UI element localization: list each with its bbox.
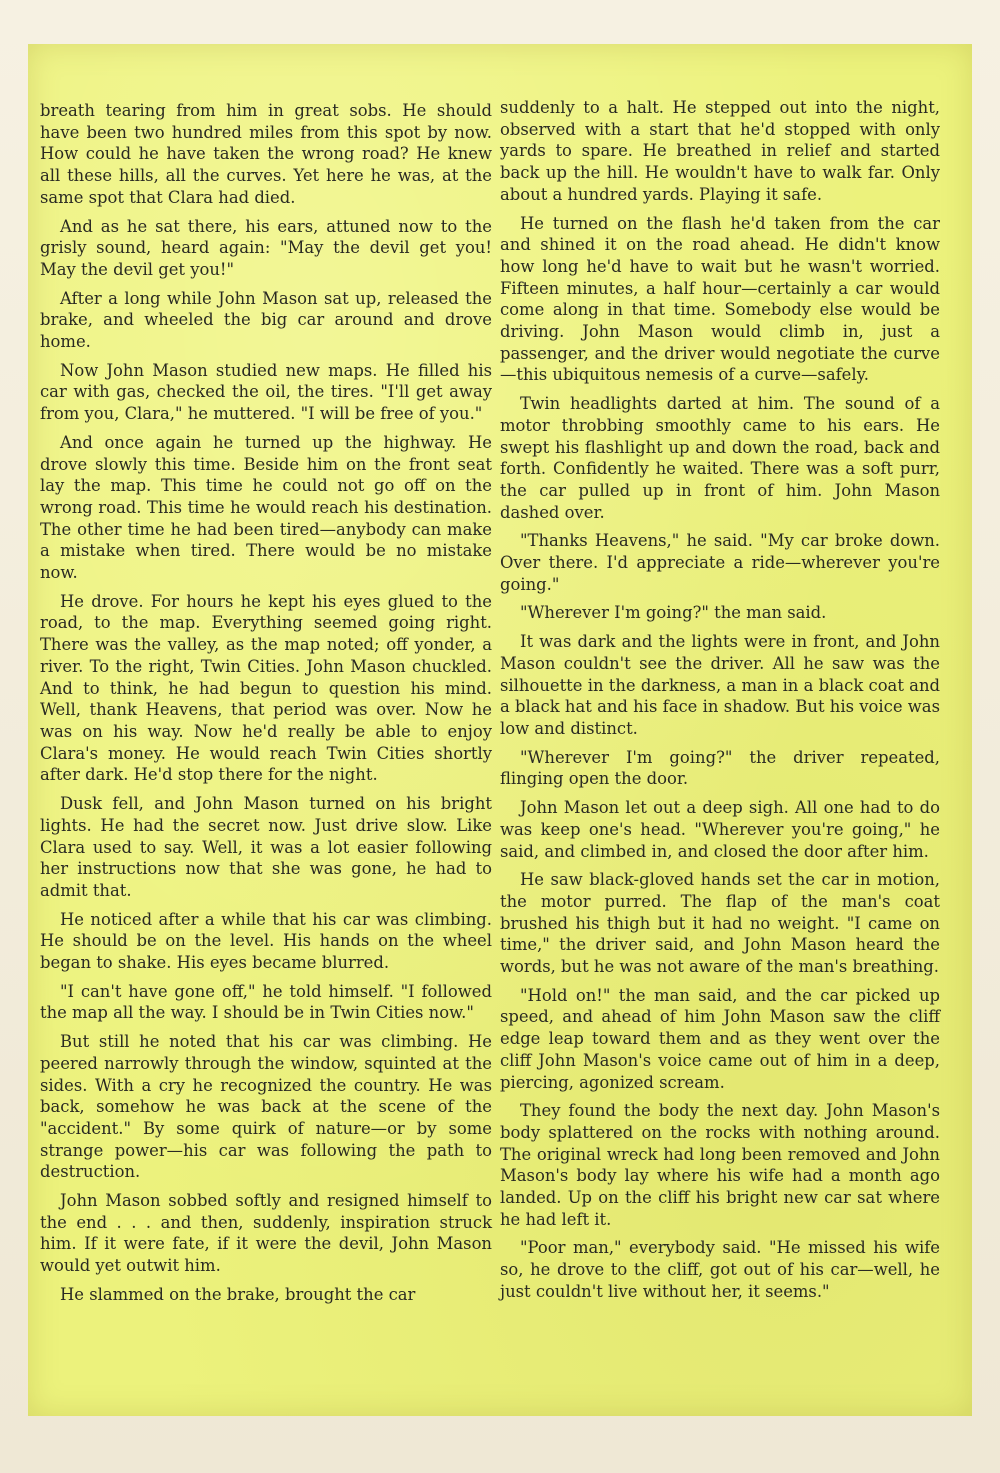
paragraph: He drove. For hours he kept his eyes glued to the road, to the map. Everything seemed going right. There was the valley, as the map noted; off yonder, a river. To the right, Twin Cities. John Mason chuckled. And to think, he had begun to question his mind. Well, thank Heavens, that period was over. Now he was on his way. Now he'd really be able to enjoy Clara's money. He would reach Twin Cities shortly after dark. He'd stop there for the night. [40, 591, 492, 785]
paragraph: Twin headlights darted at him. The sound of a motor throbbing smoothly came to his ears. He swept his flashlight up and down the road, back and forth. Confidently he waited. There was a soft purr, the car pulled up in front of him. John Mason dashed over. [500, 394, 940, 522]
paragraph: John Mason sobbed softly and resigned himself to the end . . . and then, suddenly, inspiration struck him. If it were fate, if it were the devil, John Mason would yet outwit him. [40, 1191, 492, 1276]
paragraph: "Poor man," everybody said. "He missed his wife so, he drove to the cliff, got out of his car—well, he just couldn't live without her, it seems." [500, 1238, 940, 1301]
paragraph: After a long while John Mason sat up, released the brake, and wheeled the big car around and drove home. [40, 288, 492, 352]
paragraph: But still he noted that his car was climbing. He peered narrowly through the window, squinted at the sides. With a cry he recognized the country. He was back, somehow he was back at the scene of the "accident." By some quirk of nature—or by some strange power—his car was following the path to destruction. [40, 1032, 492, 1182]
paragraph: He turned on the flash he'd taken from the car and shined it on the road ahead. He didn't know how long he'd have to wait but he wasn't worried. Fifteen minutes, a half hour—certainly a car would come along in that time. Somebody else would be driving. John Mason would climb in, just a passenger, and the driver would negotiate the curve—this ubiquitous nemesis of a curve—safely. [500, 213, 940, 385]
left-text-column [40, 100, 492, 1313]
paragraph: And once again he turned up the highway. He drove slowly this time. Beside him on the front seat lay the map. This time he could not go off on the wrong road. This time he would reach his destination. The other time he had been tired—anybody can make a mistake when tired. There would be no mistake now. [40, 432, 492, 583]
paragraph: He noticed after a while that his car was climbing. He should be on the level. His hands on the wheel began to shake. His eyes became blurred. [40, 909, 492, 973]
right-text-column [500, 97, 940, 1310]
paragraph: "Wherever I'm going?" the man said. [520, 603, 827, 623]
paragraph: breath tearing from him in great sobs. He should have been two hundred miles from this spot by now. How could he have taken the wrong road? He knew all these hills, all the curves. Yet here he was, at the same spot that Clara had died. [40, 101, 492, 207]
paragraph: And as he sat there, his ears, attuned now to the grisly sound, heard again: "May the devil get you! May the devil get you!" [40, 216, 492, 279]
paragraph: He slammed on the brake, brought the car [60, 1284, 416, 1304]
paragraph: "Wherever I'm going?" the driver repeated, flinging open the door. [500, 747, 940, 789]
paragraph: He saw black-gloved hands set the car in motion, the motor purred. The flap of the man's coat brushed his thigh but it had no weight. "I came on time," the driver said, and John Mason heard the words, but he was not aware of the man's breathing. [500, 870, 940, 977]
paragraph: "Thanks Heavens," he said. "My car broke down. Over there. I'd appreciate a ride—wherever you're going." [500, 531, 940, 594]
paragraph: John Mason let out a deep sigh. All one had to do was keep one's head. "Wherever you're going," he said, and climbed in, and closed the door after him. [500, 798, 940, 861]
paragraph: It was dark and the lights were in front, and John Mason couldn't see the driver. All he saw was the silhouette in the darkness, a man in a black coat and a black hat and his face in shadow. But his voice was low and distinct. [500, 632, 940, 738]
paragraph: They found the body the next day. John Mason's body splattered on the rocks with nothing around. The original wreck had long been removed and John Mason's body lay where his wife had a month ago landed. Up on the cliff his bright new car sat where he had left it. [500, 1101, 940, 1229]
paragraph: suddenly to a halt. He stepped out into the night, observed with a start that he'd stopped with only yards to spare. He breathed in relief and started back up the hill. He wouldn't have to walk far. Only about a hundred yards. Playing it safe. [500, 98, 940, 204]
paragraph: "Hold on!" the man said, and the car picked up speed, and ahead of him John Mason saw the cliff edge leap toward them and as they went over the cliff John Mason's voice came out of him in a deep, piercing, agonized scream. [500, 985, 940, 1092]
paragraph: Dusk fell, and John Mason turned on his bright lights. He had the secret now. Just drive slow. Like Clara used to say. Well, it was a lot easier following her instructions now that she was gone, he had to admit that. [40, 794, 492, 900]
paragraph: "I can't have gone off," he told himself. "I followed the map all the way. I should be in Twin Cities now." [40, 981, 492, 1023]
paragraph: Now John Mason studied new maps. He filled his car with gas, checked the oil, the tires. "I'll get away from you, Clara," he muttered. "I will be free of you." [40, 360, 492, 424]
